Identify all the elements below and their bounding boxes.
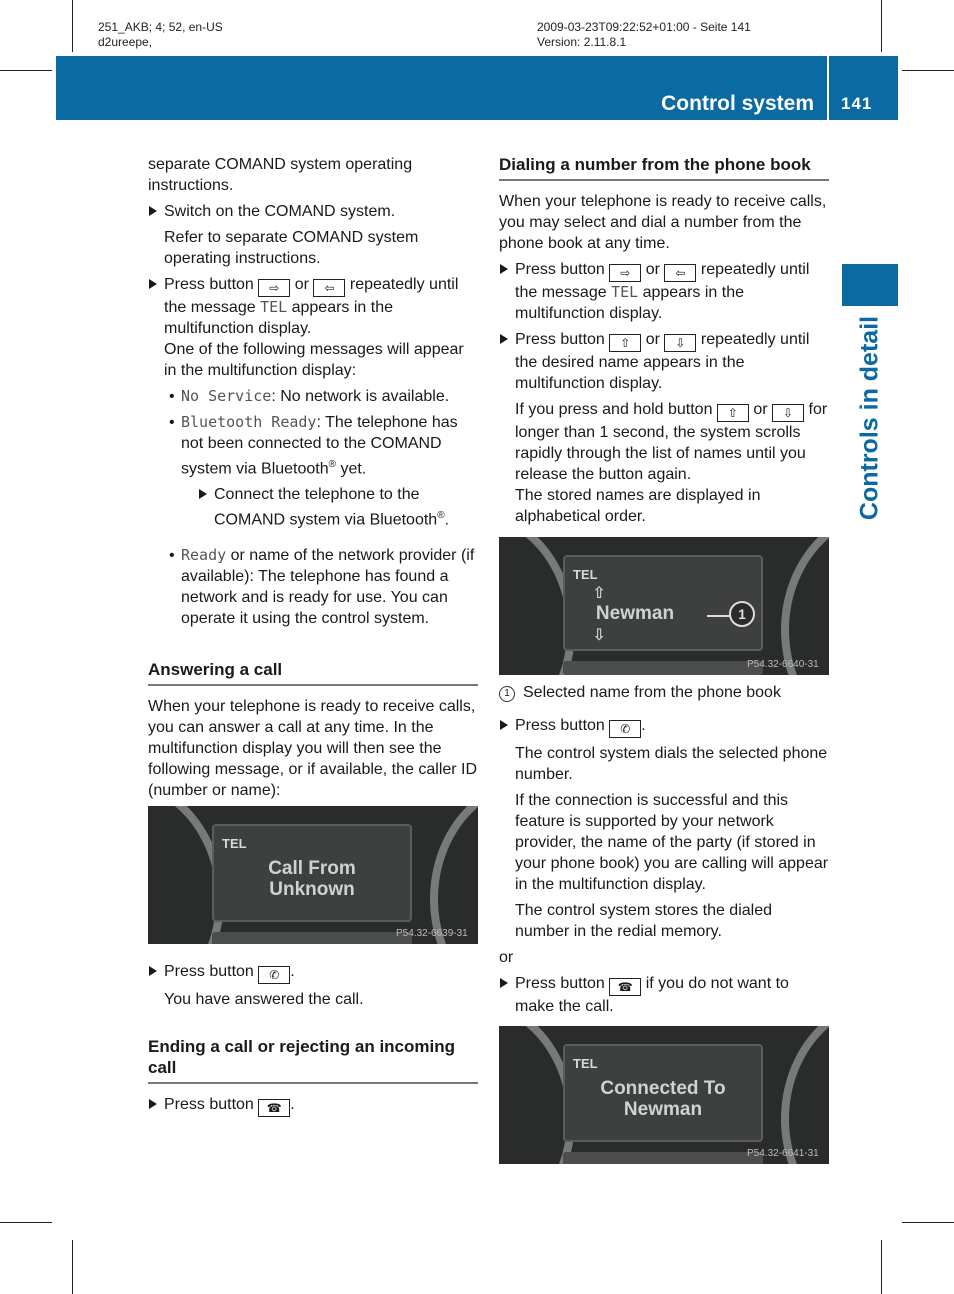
phone-hangup-icon: ☎ — [258, 1099, 290, 1117]
registered-mark: ® — [437, 510, 445, 522]
page-header — [56, 56, 898, 120]
step-text: Press button — [164, 1096, 254, 1113]
instruction-step — [499, 715, 829, 738]
step-text: . — [444, 511, 450, 529]
crop-mark — [881, 0, 882, 52]
instruction-step — [148, 274, 478, 381]
display-photo-connected — [499, 1026, 829, 1164]
instruction-step — [148, 1094, 478, 1117]
item-text: yet. — [336, 460, 367, 478]
phone-pickup-icon: ✆ — [258, 966, 290, 984]
caption-text: Selected name from the phone book — [523, 684, 781, 701]
step-text: If you press and hold button — [515, 401, 713, 418]
figure-caption — [499, 682, 829, 703]
step-text: or — [645, 331, 660, 348]
display-line: Call From — [268, 858, 356, 879]
page-number: 141 — [841, 94, 873, 113]
meta-line: 251_AKB; 4; 52, en-US — [98, 20, 223, 34]
display-line: Connected To — [600, 1078, 726, 1099]
instruction-step — [148, 201, 478, 222]
step-text: Press button — [515, 261, 605, 278]
crop-mark — [72, 1240, 73, 1294]
subheading: Ending a call or rejecting an incoming call — [148, 1036, 478, 1084]
arrow-up-icon: ⇧ — [609, 334, 641, 352]
instruction-substep — [148, 484, 478, 530]
step-arrow-icon — [500, 720, 508, 730]
left-column — [148, 154, 478, 806]
step-text: . — [290, 963, 295, 980]
gauge-ring — [781, 537, 829, 675]
caption-number: 1 — [499, 686, 515, 702]
crop-mark — [902, 70, 954, 71]
registered-mark: ® — [328, 459, 336, 470]
display-strip — [212, 932, 412, 944]
right-column — [499, 154, 829, 532]
instruction-step — [499, 329, 829, 394]
display-tel-label: TEL — [573, 567, 598, 582]
step-result: You have answered the call. — [164, 991, 364, 1008]
step-text: or — [294, 276, 309, 293]
paragraph: When your telephone is ready to receive calls, you may select and dial a number from the phone book at any time. — [499, 193, 827, 252]
step-text: or — [753, 401, 768, 418]
step-text: appears in the multifunction display. — [164, 299, 394, 337]
step-arrow-icon — [149, 966, 157, 976]
arrow-up-icon: ⇧ — [592, 585, 606, 602]
right-column-lower — [499, 682, 829, 1022]
figure-code: P54.32-6640-31 — [747, 659, 819, 670]
header-divider — [827, 56, 829, 120]
display-message: Ready — [181, 545, 227, 564]
page-forward-icon: ⇨ — [258, 279, 290, 297]
step-arrow-icon — [500, 264, 508, 274]
step-text: . — [641, 717, 646, 734]
meta-line: d2ureepe, — [98, 35, 153, 49]
bullet: • — [169, 388, 175, 405]
step-arrow-icon — [199, 489, 207, 499]
step-text: Press button — [164, 276, 254, 293]
step-text: repeatedly until the desired name appears in the multifunction display. — [515, 331, 810, 392]
callout-number: 1 — [729, 601, 755, 627]
side-chapter-label — [842, 315, 898, 521]
figure-code: P54.32-6639-31 — [396, 928, 468, 939]
arrow-down-icon: ⇩ — [664, 334, 696, 352]
step-text: repeatedly until the message — [515, 261, 810, 301]
list-item — [148, 386, 478, 407]
section-title: Control system — [661, 92, 814, 115]
step-text: Press button — [164, 963, 254, 980]
list-item — [148, 545, 478, 629]
step-text: if you do not want to make the call. — [515, 975, 789, 1015]
display-line: Unknown — [269, 879, 355, 900]
display-photo-call-from — [148, 806, 478, 944]
step-text: Press button — [515, 975, 605, 992]
display-message: TEL — [260, 298, 288, 316]
crop-mark — [0, 1222, 52, 1223]
gauge-ring — [781, 1026, 829, 1164]
display-message — [565, 1078, 761, 1120]
item-text: or name of the network provider (if available): The telephone has found a network and is ready for use. You can operate it using the control system. — [181, 546, 475, 627]
step-arrow-icon — [149, 206, 157, 216]
instruction-step — [499, 973, 829, 1017]
display-tel-label: TEL — [573, 1056, 598, 1071]
step-text: One of the following messages will appear in the multifunction display: — [164, 341, 464, 379]
crop-mark — [0, 70, 52, 71]
arrow-up-icon: ⇧ — [717, 404, 749, 422]
step-arrow-icon — [500, 334, 508, 344]
step-result: The control system stores the dialed number in the redial memory. — [515, 902, 773, 940]
paragraph: separate COMAND system operating instructions. — [148, 156, 413, 194]
display-message: TEL — [611, 283, 639, 301]
arrow-down-icon: ⇩ — [772, 404, 804, 422]
bullet: • — [169, 414, 175, 431]
list-item — [148, 412, 478, 479]
subheading: Answering a call — [148, 659, 478, 686]
display-screen — [563, 1044, 763, 1142]
figure-code: P54.32-6641-31 — [747, 1148, 819, 1159]
instruction-step — [499, 259, 829, 324]
page-forward-icon: ⇨ — [609, 264, 641, 282]
display-message: No Service — [181, 387, 272, 405]
step-arrow-icon — [149, 1099, 157, 1109]
or-text: or — [499, 949, 514, 966]
meta-line: Version: 2.11.8.1 — [537, 35, 627, 49]
side-tab-marker — [842, 264, 898, 306]
subheading: Dialing a number from the phone book — [499, 154, 829, 181]
chapter-title: Controls in detail — [855, 315, 884, 521]
left-column-lower — [148, 961, 478, 1122]
display-strip — [563, 661, 763, 675]
step-text: Press button — [515, 717, 605, 734]
step-text: Connect the telephone to the COMAND system via Bluetooth — [214, 486, 438, 529]
phone-hangup-icon: ☎ — [609, 978, 641, 996]
step-arrow-icon — [500, 978, 508, 988]
arrow-down-icon: ⇩ — [592, 627, 606, 644]
item-text: : No network is available. — [271, 388, 450, 405]
step-text: repeatedly until the message — [164, 276, 459, 316]
step-text: Switch on the COMAND system. — [164, 203, 396, 220]
phone-pickup-icon: ✆ — [609, 720, 641, 738]
item-text: : The telephone has not been connected to the COMAND system via Bluetooth — [181, 414, 458, 478]
step-text: for longer than 1 second, the system scrolls rapidly through the list of names until you release the button again. — [515, 401, 828, 483]
page-back-icon: ⇦ — [313, 279, 345, 297]
step-note — [499, 399, 829, 527]
crop-mark — [902, 1222, 954, 1223]
display-message — [214, 858, 410, 900]
meta-line: 2009-03-23T09:22:52+01:00 - Seite 141 — [537, 20, 751, 34]
step-note: Refer to separate COMAND system operating instructions. — [164, 229, 419, 267]
print-meta-right — [537, 20, 751, 50]
paragraph: When your telephone is ready to receive calls, you can answer a call at any time. In the multifunction display you will then see the following message, or if available, the caller ID (number or name): — [148, 697, 478, 799]
instruction-step — [148, 961, 478, 984]
print-meta-left — [98, 20, 223, 50]
step-result: The control system dials the selected phone number. — [515, 745, 828, 783]
step-arrow-icon — [149, 279, 157, 289]
display-name: Newman — [595, 603, 675, 624]
gauge-ring — [430, 806, 478, 944]
bullet: • — [169, 546, 175, 564]
display-tel-label: TEL — [222, 836, 247, 851]
display-screen — [212, 824, 412, 922]
display-line: Newman — [623, 1099, 703, 1120]
step-text: . — [290, 1096, 295, 1113]
step-text: or — [645, 261, 660, 278]
step-result: If the connection is successful and this feature is supported by your network provider, the name of the party (if stored in your phone book) you are calling will appear in the multifunction display. — [515, 792, 829, 893]
step-text: appears in the multifunction display. — [515, 284, 745, 322]
display-message: Bluetooth Ready — [181, 413, 317, 431]
step-text: The stored names are displayed in alphabetical order. — [515, 487, 761, 525]
crop-mark — [881, 1240, 882, 1294]
display-photo-newman — [499, 537, 829, 675]
page-back-icon: ⇦ — [664, 264, 696, 282]
step-text: Press button — [515, 331, 605, 348]
crop-mark — [72, 0, 73, 52]
display-strip — [563, 1152, 763, 1164]
